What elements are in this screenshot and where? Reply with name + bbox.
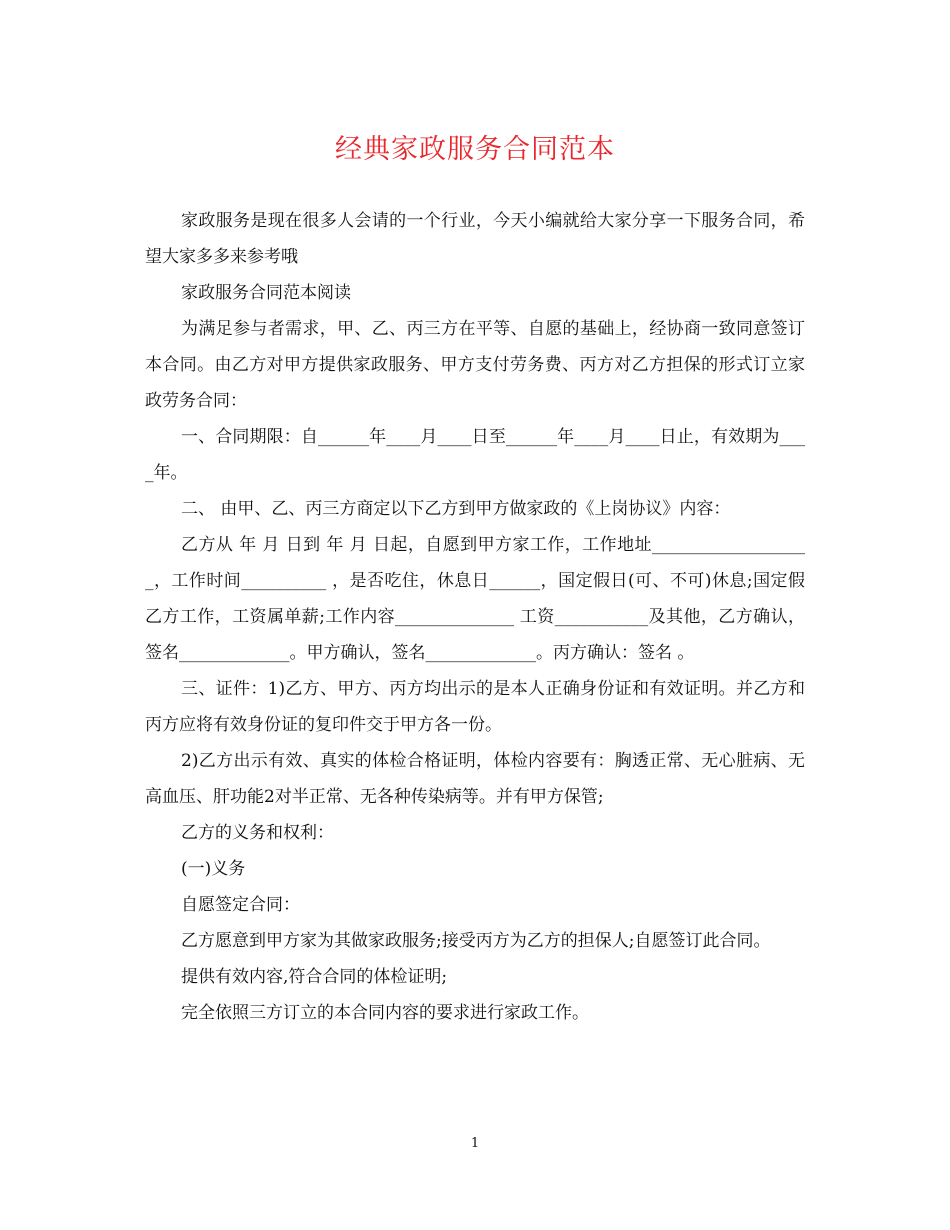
page-number: 1 bbox=[470, 1136, 480, 1151]
document-title: 经典家政服务合同范本 bbox=[335, 134, 615, 165]
paragraph-reading: 家政服务合同范本阅读 bbox=[181, 283, 351, 303]
paragraph-duties-heading: (一)义务 bbox=[181, 859, 246, 879]
paragraph-willing-service: 乙方愿意到甲方家为其做家政服务;接受丙方为乙方的担保人;自愿签订此合同。 bbox=[181, 931, 771, 951]
paragraph-voluntary-sign: 自愿签定合同： bbox=[181, 895, 300, 915]
paragraph-agreement-details: 乙方从 年 月 日到 年 月 日起，自愿到甲方家工作，工作地址___________________，工作时间__________ ，是否吃住，休息日______，国定假日(可、不可)休息;国定假乙方工作，工资属单薪;工作内容______________ 工资___________及其他，乙方确认，签名_____________。甲方确认，签名_____________。丙方确认：签名 。 bbox=[145, 535, 805, 663]
document-body bbox=[145, 203, 805, 1031]
paragraph-intro: 家政服务是现在很多人会请的一个行业，今天小编就给大家分享一下服务合同，希望大家多多来参考哦 bbox=[145, 211, 805, 267]
paragraph-certificates: 三、证件：1)乙方、甲方、丙方均出示的是本人正确身份证和有效证明。并乙方和丙方应将有效身份证的复印件交于甲方各一份。 bbox=[145, 679, 805, 735]
paragraph-health-check: 2)乙方出示有效、真实的体检合格证明，体检内容要有：胸透正常、无心脏病、无高血压、肝功能2对半正常、无各种传染病等。并有甲方保管; bbox=[145, 751, 805, 807]
paragraph-agreement-heading: 二、 由甲、乙、丙三方商定以下乙方到甲方做家政的《上岗协议》内容： bbox=[181, 499, 731, 519]
paragraph-provide-proof: 提供有效内容,符合合同的体检证明; bbox=[181, 967, 448, 987]
paragraph-preamble: 为满足参与者需求，甲、乙、丙三方在平等、自愿的基础上，经协商一致同意签订本合同。由乙方对甲方提供家政服务、甲方支付劳务费、丙方对乙方担保的形式订立家政劳务合同： bbox=[145, 319, 805, 411]
paragraph-comply: 完全依照三方订立的本合同内容的要求进行家政工作。 bbox=[181, 1003, 589, 1023]
paragraph-term: 一、合同期限：自______年____月____日至______年____月____日止，有效期为____年。 bbox=[145, 427, 805, 483]
paragraph-duties-rights: 乙方的义务和权利： bbox=[181, 823, 334, 843]
